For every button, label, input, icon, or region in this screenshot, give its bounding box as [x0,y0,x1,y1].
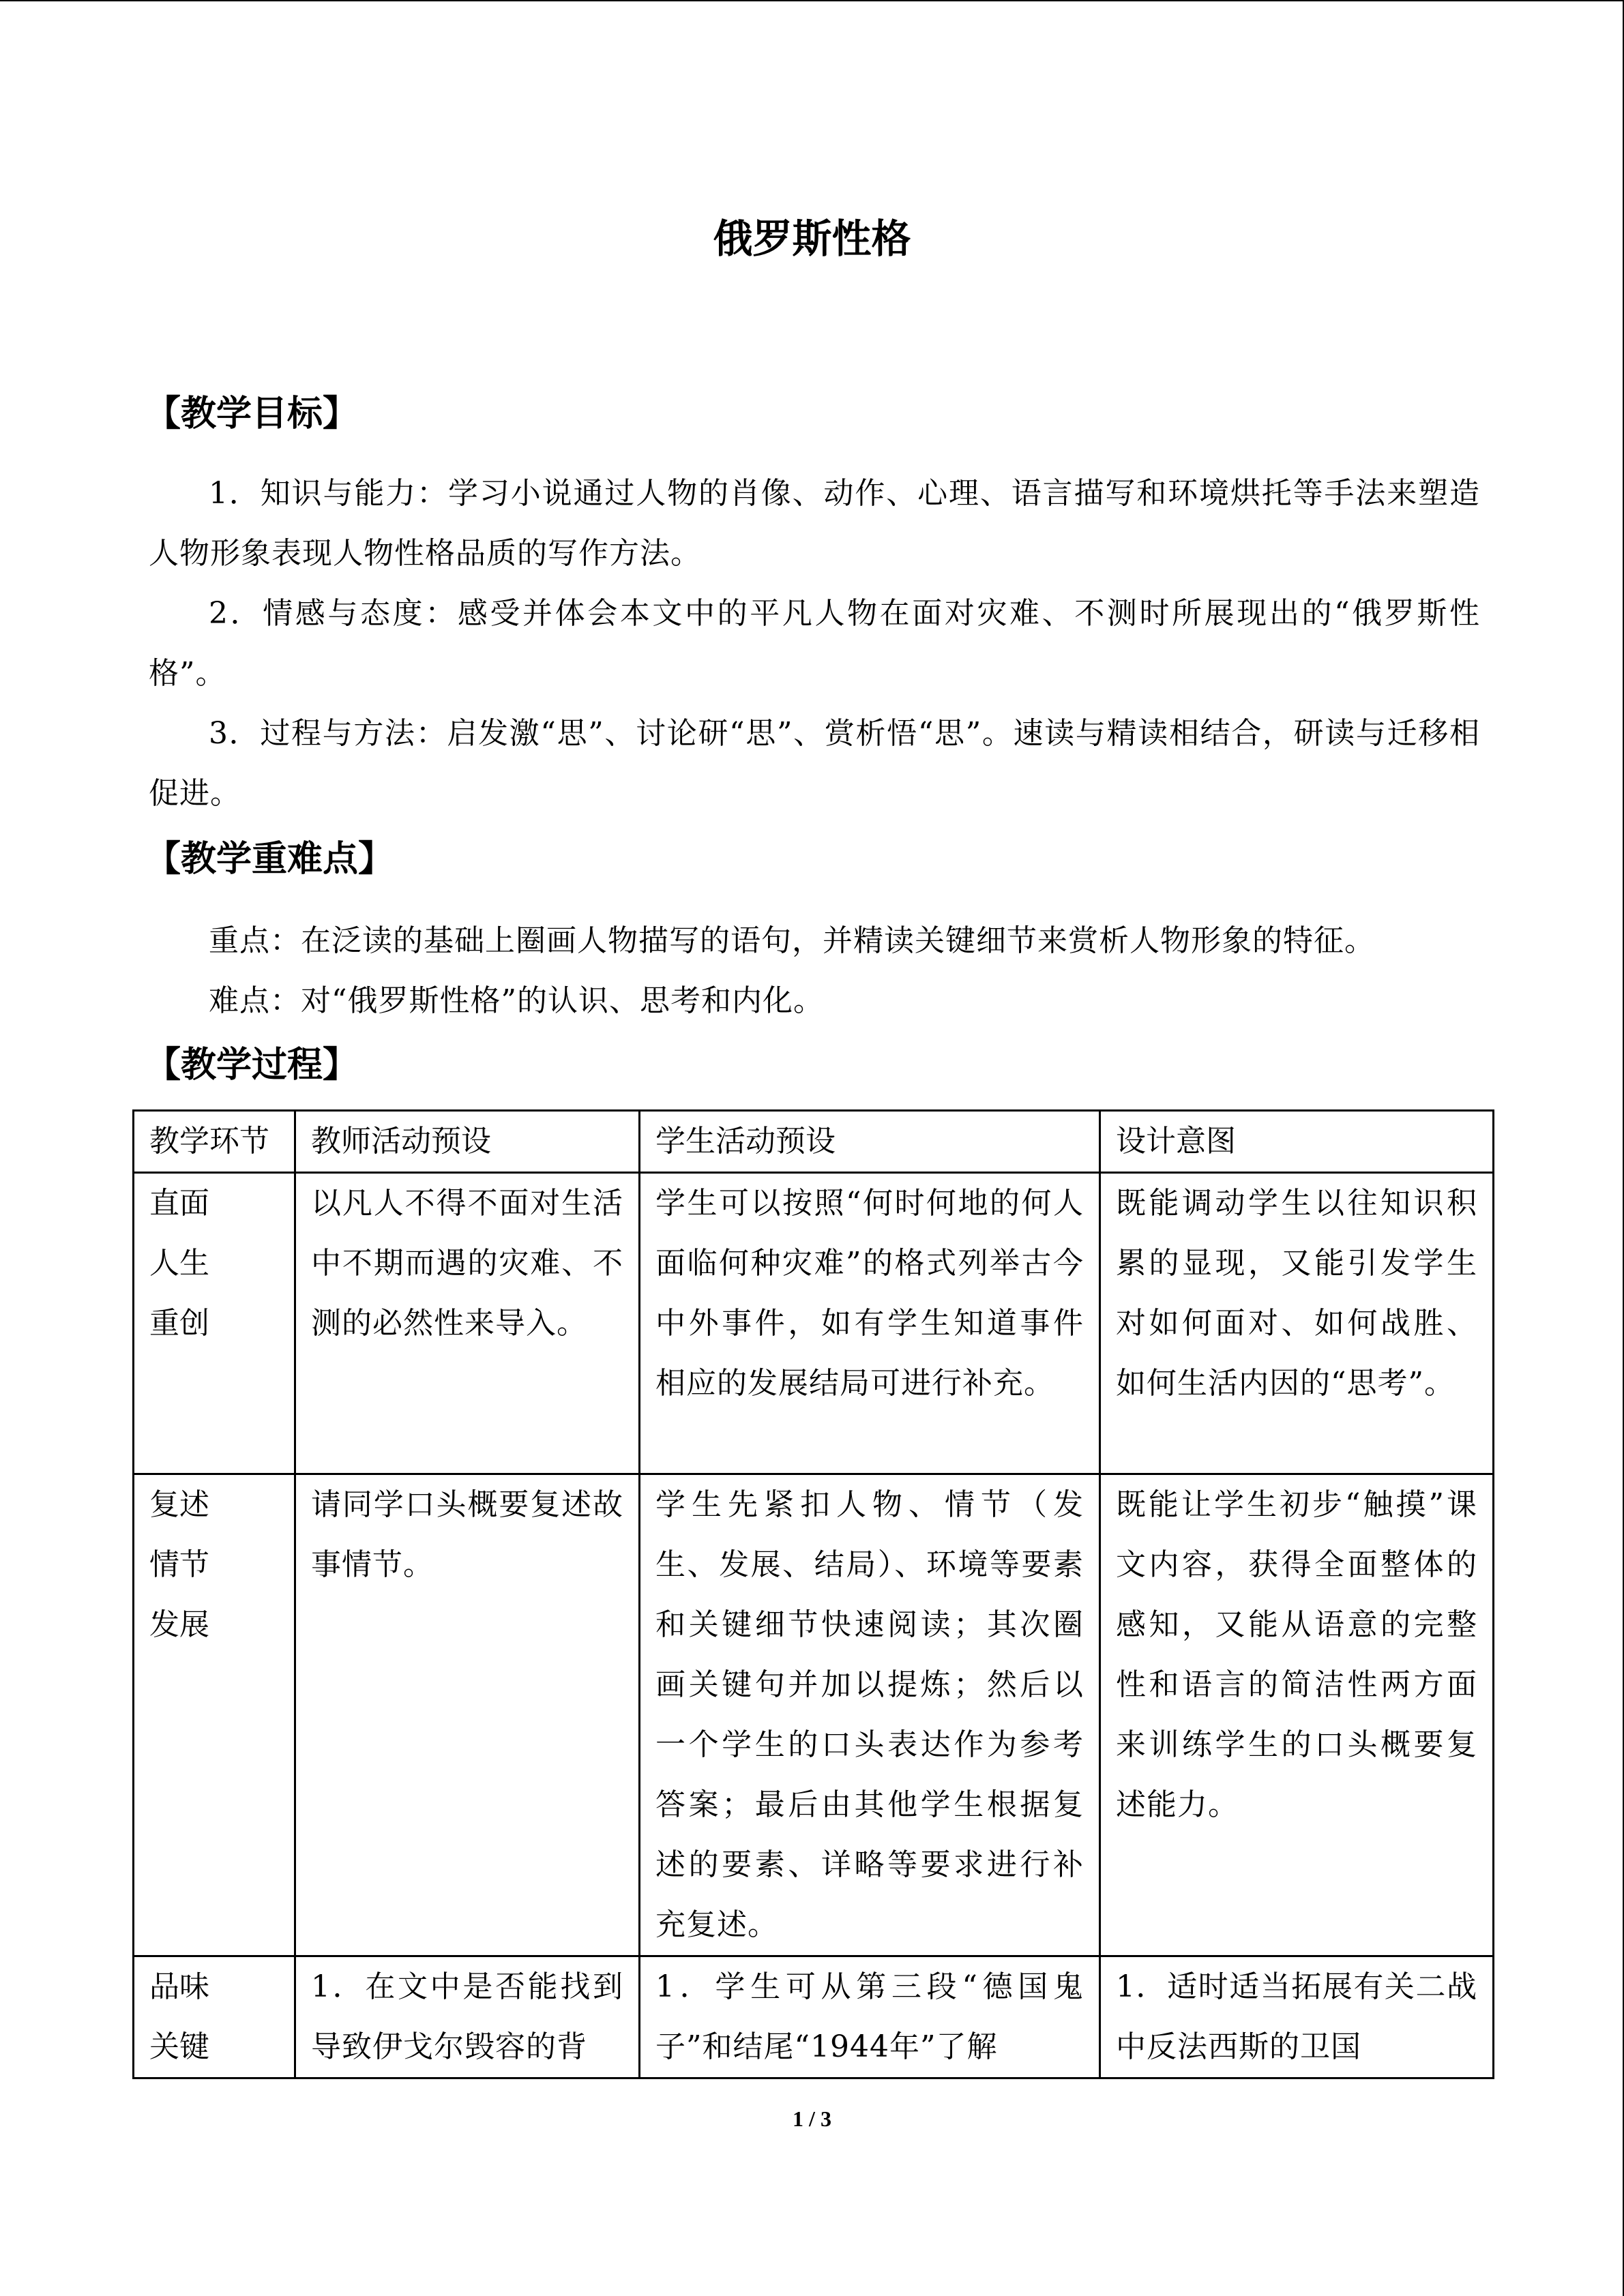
table-header-row [134,1111,1494,1173]
table-row [134,1474,1494,1956]
key-point-difficulty: 难点：对“俄罗斯性格”的认识、思考和内化。 [209,983,824,1018]
student-activity-cell [640,1173,1100,1474]
design-intent-cell [1100,1474,1494,1956]
header-teacher-activity: 教师活动预设 [295,1111,640,1173]
student-activity-cell [640,1956,1100,2078]
top-border-line [0,0,1624,1]
teacher-activity-text: 1．在文中是否能找到导致伊戈尔毁容的背 [311,1969,623,2064]
student-activity-text: 1．学生可从第三段“德国鬼子”和结尾“1944年”了解 [655,1969,1084,2064]
design-intent-text: 既能调动学生以往知识积累的显现，又能引发学生对如何面对、如何战胜、如何生活内因的“思考”。 [1116,1186,1477,1401]
teacher-activity-text: 以凡人不得不面对生活中不期而遇的灾难、不测的必然性来导入。 [311,1186,623,1341]
stage-line: 人生 [149,1246,209,1281]
section-heading-process: 【教学过程】 [145,1045,359,1086]
stage-line: 发展 [149,1607,209,1642]
header-design-intent: 设计意图 [1100,1111,1494,1173]
page-number: 1 / 3 [793,2106,831,2131]
table-row [134,1956,1494,2078]
objective-item-3: 3．过程与方法：启发激“思”、讨论研“思”、赏析悟“思”。速读与精读相结合，研读与迁移相促进。 [149,716,1480,811]
stage-line: 复述 [149,1487,209,1522]
stage-line: 关键 [149,2029,209,2064]
stage-cell [134,1956,295,2078]
section-heading-objectives: 【教学目标】 [145,393,359,434]
header-stage: 教学环节 [134,1111,295,1173]
teaching-process-table [132,1109,1494,2079]
teacher-activity-text: 请同学口头概要复述故事情节。 [311,1487,623,1582]
teacher-activity-cell [295,1474,640,1956]
student-activity-text: 学生可以按照“何时何地的何人面临何种灾难”的格式列举古今中外事件，如有学生知道事件相应的发展结局可进行补充。 [655,1186,1084,1401]
stage-line: 情节 [149,1547,209,1582]
section-heading-key-points: 【教学重难点】 [145,839,394,880]
stage-line: 品味 [149,1969,209,2004]
design-intent-cell [1100,1173,1494,1474]
key-point-focus: 重点：在泛读的基础上圈画人物描写的语句，并精读关键细节来赏析人物形象的特征。 [209,923,1375,958]
objective-item-2: 2．情感与态度：感受并体会本文中的平凡人物在面对灾难、不测时所展现出的“俄罗斯性格”。 [149,596,1480,691]
design-intent-text: 既能让学生初步“触摸”课文内容，获得全面整体的感知，又能从语意的完整性和语言的简洁性两方面来训练学生的口头概要复述能力。 [1116,1487,1477,1822]
student-activity-text: 学生先紧扣人物、情节（发生、发展、结局）、环境等要素和关键细节快速阅读；其次圈画关键句并加以提炼；然后以一个学生的口头表达作为参考答案；最后由其他学生根据复述的要素、详略等要求进行补充复述。 [655,1487,1084,1942]
stage-cell [134,1173,295,1474]
table-row [134,1173,1494,1474]
teacher-activity-cell [295,1173,640,1474]
objective-item-1: 1．知识与能力：学习小说通过人物的肖像、动作、心理、语言描写和环境烘托等手法来塑造人物形象表现人物性格品质的写作方法。 [149,476,1480,571]
student-activity-cell [640,1474,1100,1956]
teacher-activity-cell [295,1956,640,2078]
design-intent-cell [1100,1956,1494,2078]
header-student-activity: 学生活动预设 [640,1111,1100,1173]
stage-cell [134,1474,295,1956]
stage-line: 重创 [149,1306,209,1341]
design-intent-text: 1．适时适当拓展有关二战中反法西斯的卫国 [1116,1969,1477,2064]
stage-line: 直面 [149,1186,209,1221]
document-title: 俄罗斯性格 [713,215,911,262]
